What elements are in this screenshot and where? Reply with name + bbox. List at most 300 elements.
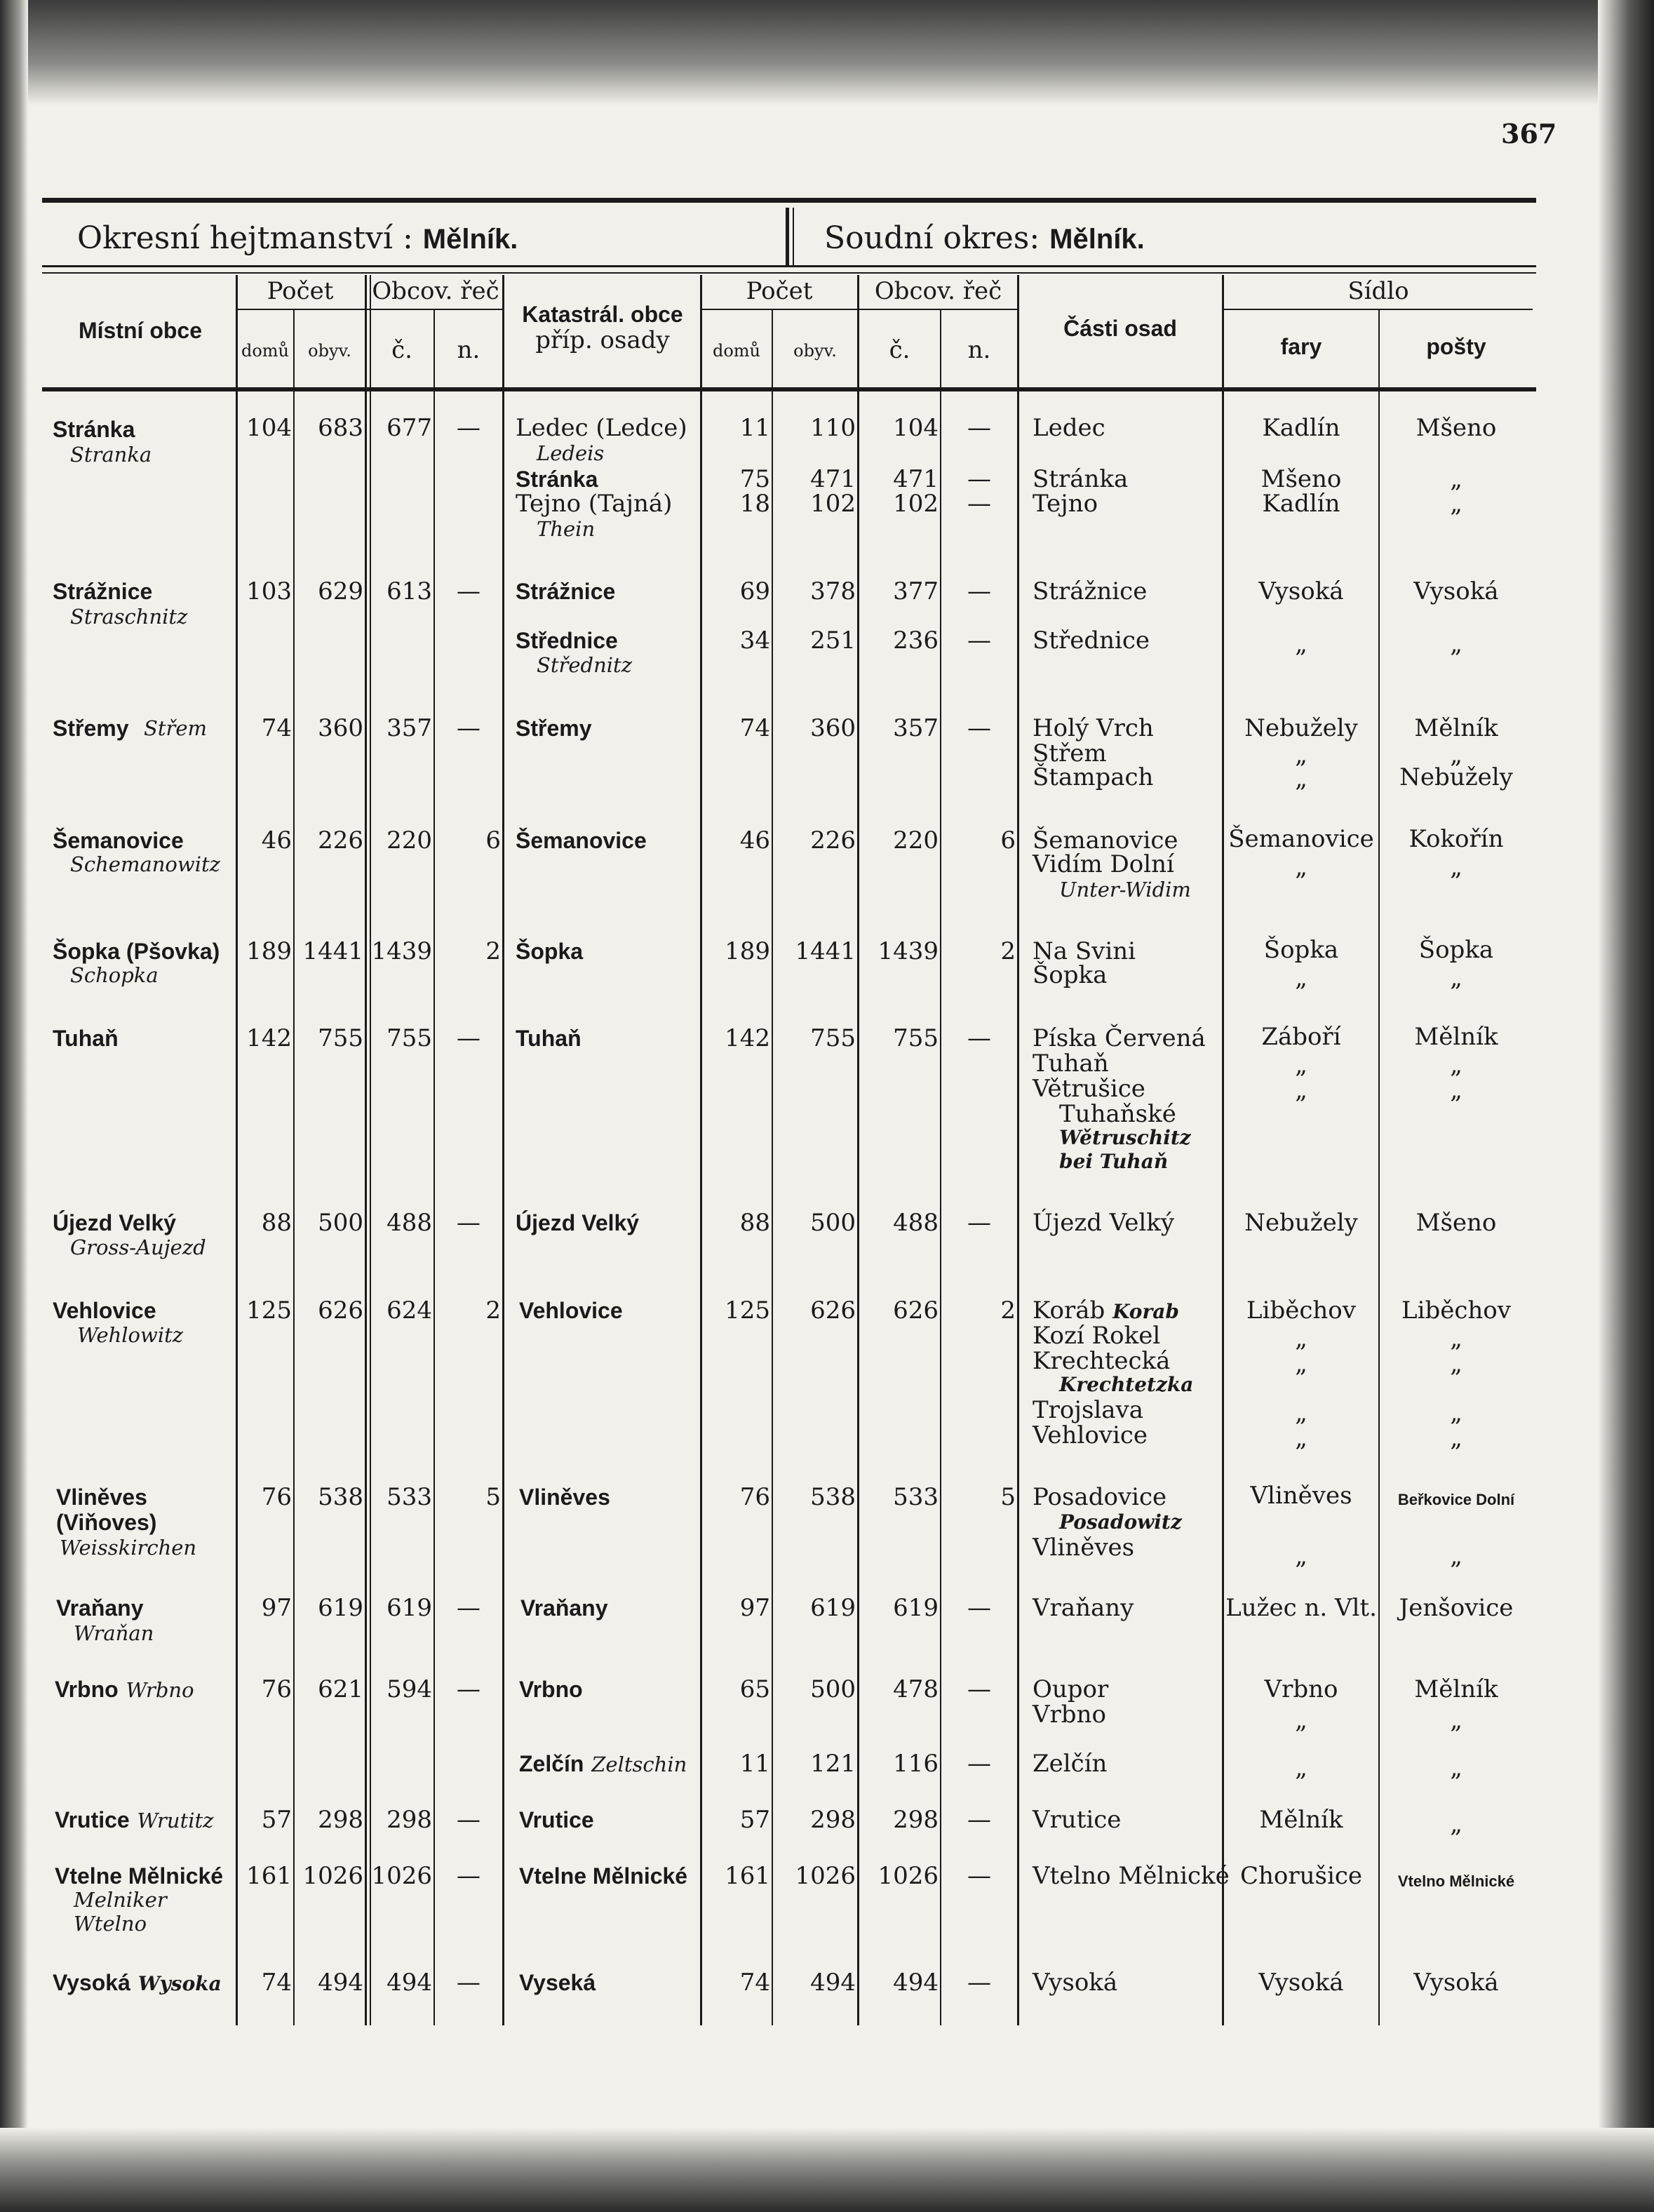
col-obcov-rec: Obcov. řeč — [372, 277, 499, 305]
cast-german: Wětruschitz — [1059, 1126, 1191, 1149]
obec-name: Tuhaň — [53, 1026, 119, 1051]
posta: „ — [1450, 1542, 1463, 1570]
kat-name: Vtelne Mělnické — [519, 1863, 688, 1889]
obec-name: Stránka — [53, 417, 135, 442]
fara: „ — [1295, 1350, 1307, 1378]
kat-name: Střednice — [516, 628, 618, 653]
kat-name: Strážnice — [516, 579, 616, 604]
cast-name: Stránka — [1033, 465, 1129, 493]
domu: 161 — [246, 1862, 292, 1890]
fara: Liběchov — [1246, 1296, 1356, 1325]
obec-german: Schemanowitz — [70, 852, 220, 876]
district-label: Okresní hejtmanství : — [77, 220, 413, 256]
col-sidlo: Sídlo — [1347, 277, 1409, 305]
obyv: 226 — [318, 826, 363, 854]
col-line — [433, 310, 435, 2025]
kat-n: — — [967, 1209, 991, 1237]
col-domu: domů — [241, 341, 290, 361]
kat-n: — — [967, 626, 991, 655]
scan-edge-right — [1598, 0, 1654, 2212]
kat-n: — — [967, 1675, 991, 1703]
posta: „ — [1450, 630, 1463, 658]
obec-german: Wraňan — [74, 1621, 154, 1645]
cast-name: Šopka — [1033, 961, 1108, 989]
col-obyv: obyv. — [308, 341, 351, 361]
kat-c: 626 — [893, 1296, 939, 1325]
kat-n: — — [967, 1750, 991, 1778]
header-divider — [786, 208, 789, 265]
obec-name: Vrbno — [55, 1677, 119, 1702]
posta: Šopka — [1418, 936, 1494, 964]
fara: Šemanovice — [1228, 825, 1374, 853]
obyv: 500 — [318, 1209, 363, 1237]
posta: „ — [1450, 741, 1463, 769]
scan-edge-top — [0, 0, 1654, 105]
domu: 189 — [246, 937, 292, 965]
kat-domu: 11 — [739, 414, 770, 442]
posta: „ — [1450, 465, 1463, 493]
obyv: 494 — [318, 1969, 363, 1997]
kat-name: Zelčín — [519, 1751, 584, 1776]
obec-cell — [53, 1970, 222, 1997]
nemecky: — — [457, 1024, 480, 1052]
colhead-bottom-rule — [42, 387, 1536, 391]
obec-name: Vliněves — [56, 1484, 147, 1510]
kat-n: — — [967, 465, 991, 493]
cast-name: Vysoká — [1033, 1969, 1118, 1997]
domu: 103 — [246, 577, 292, 605]
nemecky: — — [457, 414, 480, 442]
kat-obyv: 538 — [810, 1483, 856, 1511]
kat-obyv: 1026 — [795, 1862, 856, 1890]
fara: Vysoká — [1258, 1969, 1344, 1997]
cesky: 624 — [386, 1296, 432, 1325]
col-line — [293, 310, 295, 2025]
kat-name: Vyseká — [519, 1970, 596, 1995]
obyv: 619 — [318, 1594, 363, 1622]
col-n-2: n. — [967, 336, 991, 364]
fara: „ — [1295, 1754, 1307, 1782]
cast-name: Píska Červená — [1033, 1024, 1206, 1052]
court-heading — [824, 220, 1145, 256]
col-mistni-obce: Místní obce — [78, 318, 202, 343]
cast-name: Vehlovice — [1033, 1421, 1148, 1449]
cast-name: Oupor — [1033, 1675, 1109, 1703]
kat-name: Vrutice — [519, 1807, 594, 1832]
kat-obyv: 226 — [810, 826, 856, 854]
kat-c: 1439 — [878, 937, 939, 965]
nemecky: 5 — [485, 1483, 501, 1511]
domu: 97 — [261, 1594, 292, 1622]
cast-name: Krechtecká — [1033, 1347, 1171, 1375]
nemecky: — — [457, 577, 480, 605]
kat-obyv: 251 — [810, 626, 856, 655]
fara: „ — [1295, 853, 1307, 881]
col-pocet-2: Počet — [746, 277, 813, 305]
kat-c: 116 — [893, 1750, 939, 1778]
district-name: Mělník. — [422, 224, 518, 255]
col-fary: fary — [1280, 334, 1322, 359]
kat-obyv: 1441 — [795, 937, 856, 965]
scan-edge-left — [0, 0, 28, 2212]
posta: „ — [1450, 1810, 1463, 1838]
kat-n: — — [967, 1594, 991, 1622]
kat-name: Vehlovice — [519, 1298, 623, 1323]
kat-c: 494 — [893, 1969, 939, 1997]
posta: Mšeno — [1416, 414, 1497, 442]
cast-name: Střem — [1033, 739, 1107, 768]
kat-name: Stránka — [516, 467, 598, 492]
col-n: n. — [457, 336, 480, 364]
obec-name: Šemanovice — [53, 828, 184, 853]
kat-c: 298 — [893, 1806, 939, 1834]
fara: „ — [1295, 964, 1307, 992]
kat-german: Ledeis — [537, 441, 605, 465]
col-domu-2: domů — [712, 341, 761, 361]
col-line — [370, 275, 371, 2025]
kat-domu: 18 — [739, 490, 770, 518]
kat-n: — — [967, 1862, 991, 1890]
cesky: 1439 — [371, 937, 432, 965]
kat-obyv: 619 — [810, 1594, 856, 1622]
nemecky: — — [457, 1969, 480, 1997]
fara: Nebužely — [1244, 1209, 1358, 1237]
domu: 104 — [246, 414, 292, 442]
kat-obyv: 755 — [810, 1024, 856, 1052]
posta: Jenšovice — [1399, 1594, 1514, 1622]
cast-czech: Koráb — [1033, 1296, 1105, 1325]
kat-obyv: 298 — [810, 1806, 856, 1834]
posta: Vysoká — [1413, 1969, 1499, 1997]
kat-domu: 74 — [739, 1969, 770, 1997]
fara: „ — [1295, 1325, 1307, 1353]
kat-c: 236 — [893, 626, 939, 655]
kat-c: 488 — [893, 1209, 939, 1237]
obec-german: Střem — [144, 716, 208, 740]
obec-name: Vtelne Mělnické — [55, 1863, 224, 1889]
posta: „ — [1450, 1325, 1463, 1353]
col-c-2: č. — [889, 336, 910, 364]
kat-n: — — [967, 414, 991, 442]
kat-domu: 189 — [725, 937, 770, 965]
fara: Mšeno — [1260, 465, 1342, 493]
kat-n: — — [967, 1806, 991, 1834]
header-bottom-rule-2 — [42, 272, 1536, 274]
kat-name: Šemanovice — [516, 828, 647, 853]
cast-name: Holý Vrch — [1033, 714, 1154, 742]
cast-name: Ledec — [1033, 414, 1105, 442]
cast-name: Trojslava — [1033, 1396, 1144, 1424]
scan-edge-bottom — [0, 2128, 1654, 2212]
obec-german: Straschnitz — [70, 605, 188, 629]
kat-c: 104 — [893, 414, 939, 442]
cast-name: Vrutice — [1033, 1806, 1122, 1834]
fara: „ — [1295, 765, 1307, 793]
obec-german: Gross-Aujezd — [70, 1235, 206, 1259]
kat-n: 6 — [1000, 826, 1016, 854]
obec-cell — [55, 1677, 194, 1703]
obec-name: Vehlovice — [53, 1298, 156, 1323]
kat-obyv: 494 — [810, 1969, 856, 1997]
domu: 46 — [261, 826, 292, 854]
kat-n: — — [967, 714, 991, 742]
kat-c: 619 — [893, 1594, 939, 1622]
obec-german: Weisskirchen — [60, 1536, 197, 1560]
kat-domu: 46 — [739, 826, 770, 854]
kat-domu: 97 — [739, 1594, 770, 1622]
fara: Kadlín — [1262, 414, 1340, 442]
nemecky: — — [457, 714, 480, 742]
obec-name: Strážnice — [53, 579, 153, 604]
kat-domu: 75 — [739, 465, 770, 493]
obyv: 626 — [318, 1296, 363, 1325]
fara: „ — [1295, 1542, 1307, 1570]
kat-domu: 142 — [725, 1024, 770, 1052]
col-line — [236, 275, 238, 2025]
col-line — [502, 275, 504, 2025]
obec-name: Střemy — [53, 716, 129, 741]
obec-name: Vysoká — [53, 1970, 130, 1995]
cesky: 613 — [386, 577, 432, 605]
posta: „ — [1450, 1076, 1463, 1104]
kat-german: Střednitz — [537, 653, 632, 677]
col-pocet: Počet — [267, 277, 334, 305]
obec-german: Schopka — [70, 963, 159, 987]
kat-name: Vraňany — [520, 1595, 608, 1621]
fara: Nebužely — [1244, 714, 1358, 742]
cast-german: Posadowitz — [1059, 1510, 1182, 1534]
kat-n: — — [967, 577, 991, 605]
obyv: 629 — [318, 577, 363, 605]
cast-name: Vrbno — [1033, 1701, 1106, 1729]
obec-name: Šopka (Pšovka) — [53, 939, 220, 964]
header-divider-2 — [793, 208, 794, 265]
kat-domu: 74 — [739, 714, 770, 742]
fara: Chorušice — [1239, 1862, 1363, 1890]
kat-cell — [519, 1751, 687, 1777]
cast-german: Unter-Widim — [1059, 878, 1191, 901]
posta: Liběchov — [1401, 1296, 1511, 1325]
cesky: 677 — [386, 414, 432, 442]
col-line — [365, 275, 367, 2025]
domu: 74 — [261, 1969, 292, 1997]
fara: Kadlín — [1262, 490, 1340, 518]
cesky: 755 — [386, 1024, 432, 1052]
cast-name: Újezd Velký — [1033, 1209, 1175, 1237]
posta: Mšeno — [1416, 1209, 1497, 1237]
obec-cell — [55, 1807, 213, 1833]
nemecky: 2 — [485, 1296, 501, 1325]
fara: „ — [1295, 1076, 1307, 1104]
domu: 57 — [261, 1806, 292, 1834]
cast-name: Vidím Dolní — [1033, 850, 1174, 878]
obec-german-2: Wtelno — [74, 1912, 147, 1936]
kat-domu: 57 — [739, 1806, 770, 1834]
kat-n: — — [967, 1024, 991, 1052]
nemecky: 6 — [485, 826, 501, 854]
obyv: 1026 — [302, 1862, 363, 1890]
fara: Záboří — [1261, 1023, 1341, 1051]
fara: Vliněves — [1250, 1482, 1352, 1510]
district-heading — [77, 220, 518, 256]
kat-name: Střemy — [516, 716, 592, 741]
nemecky: — — [457, 1675, 480, 1703]
posta: Mělník — [1414, 714, 1498, 742]
kat-n: 2 — [1000, 937, 1016, 965]
nemecky: — — [457, 1209, 480, 1237]
kat-german: Zeltschin — [591, 1752, 687, 1776]
nemecky: — — [457, 1862, 480, 1890]
posta: Beřkovice Dolní — [1397, 1491, 1515, 1508]
obec-german: Wrbno — [126, 1678, 194, 1702]
kat-domu: 34 — [739, 626, 770, 655]
posta: Mělník — [1414, 1675, 1498, 1703]
col-posty: pošty — [1426, 334, 1486, 359]
obec-german: Stranka — [70, 443, 152, 467]
kat-obyv: 471 — [810, 465, 856, 493]
obec-german: Melniker — [74, 1888, 167, 1912]
cast-german: Korab — [1112, 1300, 1179, 1323]
pocet-underline-2 — [701, 309, 1017, 310]
fara: „ — [1295, 1051, 1307, 1079]
kat-obyv: 626 — [810, 1296, 856, 1325]
cesky: 533 — [386, 1483, 432, 1511]
kat-obyv: 378 — [810, 577, 856, 605]
posta: „ — [1450, 490, 1463, 518]
kat-c: 471 — [893, 465, 939, 493]
kat-n: 5 — [1000, 1483, 1016, 1511]
posta: Mělník — [1414, 1023, 1498, 1051]
obec-name: Vraňany — [56, 1595, 144, 1621]
obec-german: Wrutitz — [137, 1809, 214, 1832]
cesky: 220 — [386, 826, 432, 854]
posta: Nebužely — [1399, 763, 1513, 791]
fara: Vysoká — [1258, 577, 1344, 605]
cesky: 494 — [386, 1969, 432, 1997]
kat-obyv: 110 — [810, 414, 856, 442]
kat-german: Thein — [537, 517, 596, 541]
domu: 76 — [261, 1483, 292, 1511]
domu: 88 — [261, 1209, 292, 1237]
fara: „ — [1295, 741, 1307, 769]
obyv: 298 — [318, 1806, 363, 1834]
cast-name: Vtelno Mělnické — [1033, 1862, 1230, 1890]
domu: 142 — [246, 1024, 292, 1052]
kat-name: Šopka — [516, 939, 584, 964]
kat-obyv: 102 — [810, 490, 856, 518]
obec-name: Újezd Velký — [53, 1210, 177, 1235]
fara: Šopka — [1263, 936, 1339, 964]
kat-domu: 88 — [739, 1209, 770, 1237]
kat-domu: 65 — [739, 1675, 770, 1703]
kat-domu: 125 — [725, 1296, 770, 1325]
kat-name: Vrbno — [519, 1677, 583, 1702]
obyv: 1441 — [302, 937, 363, 965]
posta: „ — [1450, 964, 1463, 992]
kat-name: Tejno (Tajná) — [516, 490, 673, 518]
fara: „ — [1295, 1399, 1307, 1427]
nemecky: 2 — [485, 937, 501, 965]
col-casti-osad: Části osad — [1063, 316, 1177, 341]
col-obcov-rec-2: Obcov. řeč — [874, 277, 1002, 305]
kat-c: 478 — [893, 1675, 939, 1703]
top-rule — [42, 198, 1536, 203]
nemecky: — — [457, 1594, 480, 1622]
posta: „ — [1450, 853, 1463, 881]
obyv: 755 — [318, 1024, 363, 1052]
posta: „ — [1450, 1754, 1463, 1782]
obec-german: Wysoka — [137, 1972, 222, 1995]
kat-name: Tuhaň — [516, 1026, 581, 1051]
cesky: 488 — [386, 1209, 432, 1237]
cesky: 1026 — [371, 1862, 432, 1890]
kat-obyv: 500 — [810, 1675, 856, 1703]
kat-c: 357 — [893, 714, 939, 742]
cast-name: Šemanovice — [1033, 826, 1178, 854]
cast-name: Štampach — [1033, 763, 1154, 791]
domu: 76 — [261, 1675, 292, 1703]
posta: Vysoká — [1413, 577, 1499, 605]
cast-name: Tuhaň — [1033, 1050, 1109, 1078]
kat-domu: 11 — [739, 1750, 770, 1778]
cast-name: Na Svini — [1033, 937, 1136, 965]
obyv: 683 — [318, 414, 363, 442]
posta: Kokořín — [1408, 825, 1504, 853]
kat-name: Újezd Velký — [516, 1210, 640, 1235]
cesky: 619 — [386, 1594, 432, 1622]
cast-name: Tuhaňské — [1059, 1100, 1176, 1128]
kat-c: 1026 — [878, 1862, 939, 1890]
kat-n: — — [967, 490, 991, 518]
posta: „ — [1450, 1051, 1463, 1079]
cast-name: Vliněves — [1033, 1534, 1135, 1562]
page-number: 367 — [1501, 118, 1557, 149]
kat-obyv: 360 — [810, 714, 856, 742]
fara: „ — [1295, 630, 1307, 658]
cast-name: Strážnice — [1033, 577, 1148, 605]
obec-name-alt: (Viňoves) — [56, 1510, 157, 1535]
kat-domu: 161 — [725, 1862, 770, 1890]
domu: 125 — [246, 1296, 292, 1325]
court-label: Soudní okres: — [824, 220, 1040, 256]
col-c: č. — [391, 336, 412, 364]
kat-n: — — [967, 1969, 991, 1997]
posta: Vtelno Mělnické — [1397, 1872, 1515, 1890]
col-obyv-2: obyv. — [793, 341, 837, 361]
cast-name: Větrušice — [1033, 1075, 1145, 1103]
kat-obyv: 121 — [810, 1750, 856, 1778]
col-prip-osady: příp. osady — [535, 326, 670, 354]
col-katastral: Katastrál. obce — [522, 302, 683, 327]
cast-name: Kozí Rokel — [1033, 1322, 1161, 1350]
domu: 74 — [261, 714, 292, 742]
kat-name: Ledec (Ledce) — [516, 414, 687, 442]
col-line — [1017, 275, 1019, 2025]
posta: „ — [1450, 1350, 1463, 1378]
posta: „ — [1450, 1424, 1463, 1452]
cast-name: Vraňany — [1033, 1594, 1134, 1622]
fara: Mělník — [1259, 1806, 1343, 1834]
cast-name — [1033, 1298, 1179, 1325]
fara: „ — [1295, 1424, 1307, 1452]
kat-domu: 69 — [739, 577, 770, 605]
cesky: 357 — [386, 714, 432, 742]
nemecky: — — [457, 1806, 480, 1834]
kat-obyv: 500 — [810, 1209, 856, 1237]
kat-c: 377 — [893, 577, 939, 605]
kat-domu: 76 — [739, 1483, 770, 1511]
court-name: Mělník. — [1049, 224, 1145, 255]
